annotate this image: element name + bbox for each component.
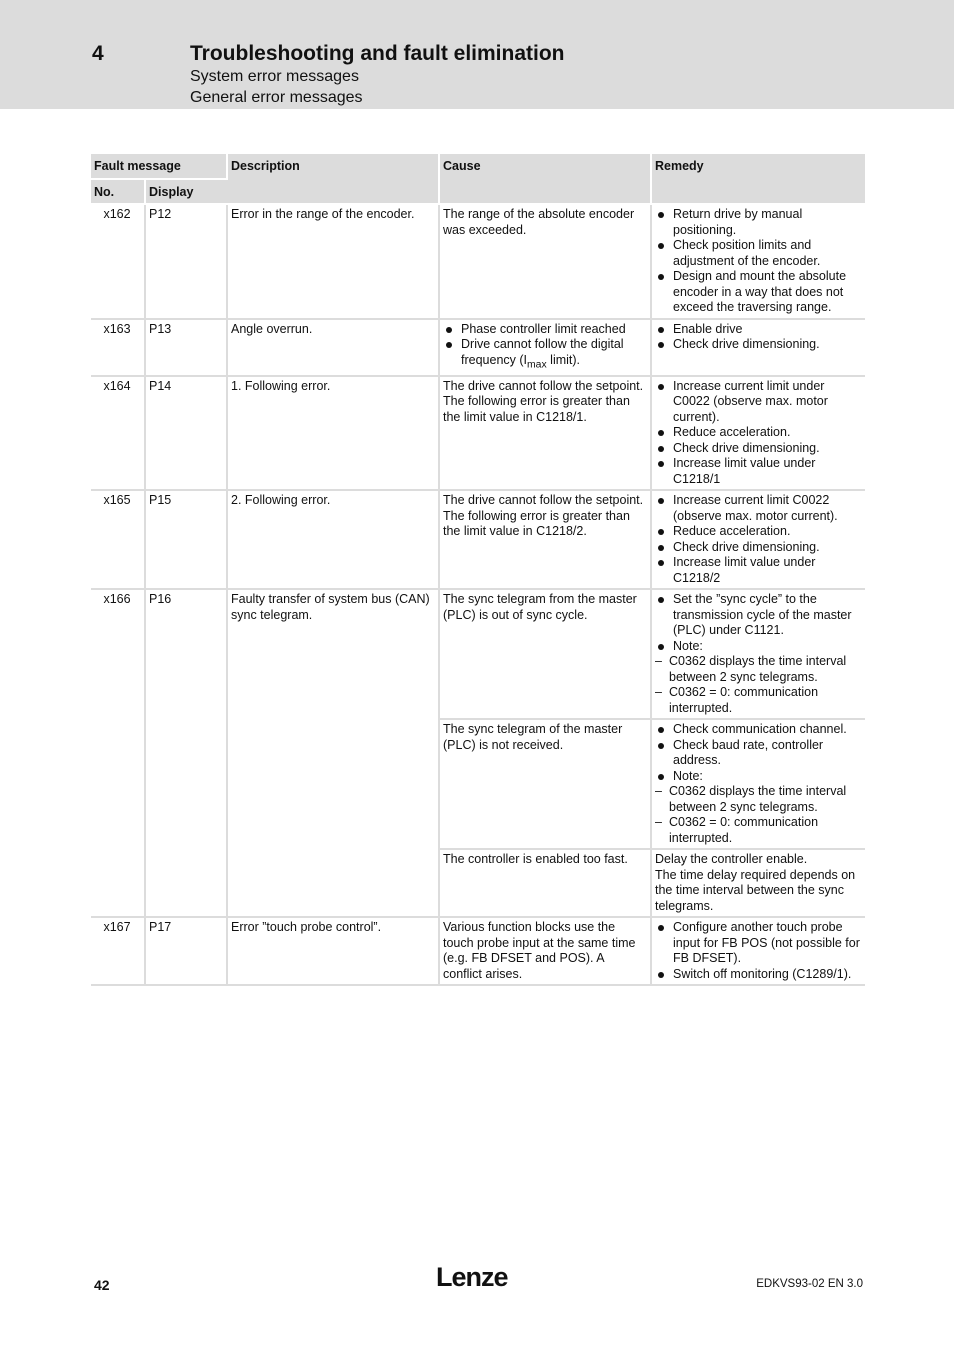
- fault-number: x163: [91, 319, 145, 376]
- remedy-item: Note:: [655, 639, 861, 655]
- fault-remedy: [651, 849, 865, 917]
- fault-description: 1. Following error.: [227, 376, 439, 491]
- fault-cause: The range of the absolute encoder was exceeded.: [439, 204, 651, 319]
- fault-number: x166: [91, 589, 145, 917]
- remedy-item: Increase limit value under C1218/1: [655, 456, 861, 487]
- remedy-item: Increase limit value under C1218/2: [655, 555, 861, 586]
- fault-remedy: [651, 719, 865, 849]
- header-no: No.: [91, 179, 145, 205]
- fault-display: P16: [145, 589, 227, 917]
- fault-description: Error ”touch probe control”.: [227, 917, 439, 985]
- table-row: [91, 376, 865, 491]
- fault-cause: The drive cannot follow the setpoint. The following error is greater than the limit value in C1218/2.: [439, 490, 651, 589]
- page-number: 42: [94, 1277, 110, 1293]
- fault-cause: The controller is enabled too fast.: [439, 849, 651, 917]
- fault-remedy: [651, 490, 865, 589]
- fault-remedy: [651, 319, 865, 376]
- fault-description: Error in the range of the encoder.: [227, 204, 439, 319]
- fault-number: x162: [91, 204, 145, 319]
- remedy-item: Check baud rate, controller address.: [655, 738, 861, 769]
- remedy-item: Check drive dimensioning.: [655, 540, 861, 556]
- fault-display: P15: [145, 490, 227, 589]
- fault-cause: The sync telegram from the master (PLC) is out of sync cycle.: [439, 589, 651, 719]
- subsection-subtitle: General error messages: [190, 89, 363, 106]
- table-row: [91, 490, 865, 589]
- chapter-title: Troubleshooting and fault elimination: [190, 42, 565, 65]
- lenze-logo: Lenze: [436, 1262, 508, 1292]
- cause-item: [443, 337, 646, 373]
- remedy-item: Check communication channel.: [655, 722, 861, 738]
- fault-cause: Various function blocks use the touch probe input at the same time (e.g. FB DFSET and POS). A conflict arises.: [439, 917, 651, 985]
- remedy-text: Delay the controller enable.: [655, 852, 808, 866]
- remedy-item: Enable drive: [655, 322, 861, 338]
- fault-description: Angle overrun.: [227, 319, 439, 376]
- fault-description: Faulty transfer of system bus (CAN) sync telegram.: [227, 589, 439, 917]
- note-item: – C0362 displays the time interval between 2 sync telegrams.: [655, 654, 861, 685]
- fault-display: P13: [145, 319, 227, 376]
- document-code: EDKVS93-02 EN 3.0: [756, 1278, 863, 1290]
- cause-item-text: limit).: [546, 352, 581, 367]
- table-row: [91, 204, 865, 319]
- remedy-item: Increase current limit under C0022 (observe max. motor current).: [655, 379, 861, 426]
- fault-remedy: [651, 589, 865, 719]
- fault-cause: The sync telegram of the master (PLC) is not received.: [439, 719, 651, 849]
- section-subtitle: System error messages: [190, 68, 359, 85]
- cause-item-text: Drive cannot follow the digital frequency (I: [461, 337, 624, 367]
- table-row: [91, 589, 865, 719]
- remedy-item: Reduce acceleration.: [655, 425, 861, 441]
- note-item: – C0362 displays the time interval between 2 sync telegrams.: [655, 784, 861, 815]
- fault-remedy: [651, 204, 865, 319]
- page-header: [0, 0, 954, 109]
- remedy-item: Check drive dimensioning.: [655, 337, 861, 353]
- fault-display: P14: [145, 376, 227, 491]
- remedy-item: Switch off monitoring (C1289/1).: [655, 967, 861, 983]
- header-remedy: Remedy: [651, 154, 865, 204]
- fault-remedy: [651, 917, 865, 985]
- table-row: [91, 319, 865, 376]
- remedy-item: Return drive by manual positioning.: [655, 207, 861, 238]
- header-display: Display: [145, 179, 227, 205]
- fault-display: P17: [145, 917, 227, 985]
- header-fault-message: Fault message: [91, 154, 227, 179]
- remedy-item: Increase current limit C0022 (observe max. motor current).: [655, 493, 861, 524]
- fault-cause: [439, 319, 651, 376]
- fault-remedy: [651, 376, 865, 491]
- fault-display: P12: [145, 204, 227, 319]
- cause-item: Phase controller limit reached: [443, 322, 646, 338]
- fault-number: x164: [91, 376, 145, 491]
- header-description: Description: [227, 154, 439, 204]
- remedy-item: Design and mount the absolute encoder in a way that does not exceed the traversing range.: [655, 269, 861, 316]
- header-cause: Cause: [439, 154, 651, 204]
- fault-table: [91, 154, 865, 986]
- fault-description: 2. Following error.: [227, 490, 439, 589]
- note-item: – C0362 = 0: communication interrupted.: [655, 815, 861, 846]
- fault-number: x167: [91, 917, 145, 985]
- imax-subscript: max: [527, 359, 547, 370]
- table-row: [91, 917, 865, 985]
- remedy-text: The time delay required depends on the time interval between the sync telegrams.: [655, 867, 856, 913]
- remedy-item: Note:: [655, 769, 861, 785]
- fault-cause: The drive cannot follow the setpoint. The following error is greater than the limit value in C1218/1.: [439, 376, 651, 491]
- fault-number: x165: [91, 490, 145, 589]
- remedy-item: Configure another touch probe input for FB POS (not possible for FB DFSET).: [655, 920, 861, 967]
- remedy-item: Check position limits and adjustment of the encoder.: [655, 238, 861, 269]
- chapter-number: 4: [92, 42, 104, 65]
- note-item: – C0362 = 0: communication interrupted.: [655, 685, 861, 716]
- remedy-item: Check drive dimensioning.: [655, 441, 861, 457]
- remedy-item: Reduce acceleration.: [655, 524, 861, 540]
- remedy-item: Set the ”sync cycle” to the transmission cycle of the master (PLC) under C1121.: [655, 592, 861, 639]
